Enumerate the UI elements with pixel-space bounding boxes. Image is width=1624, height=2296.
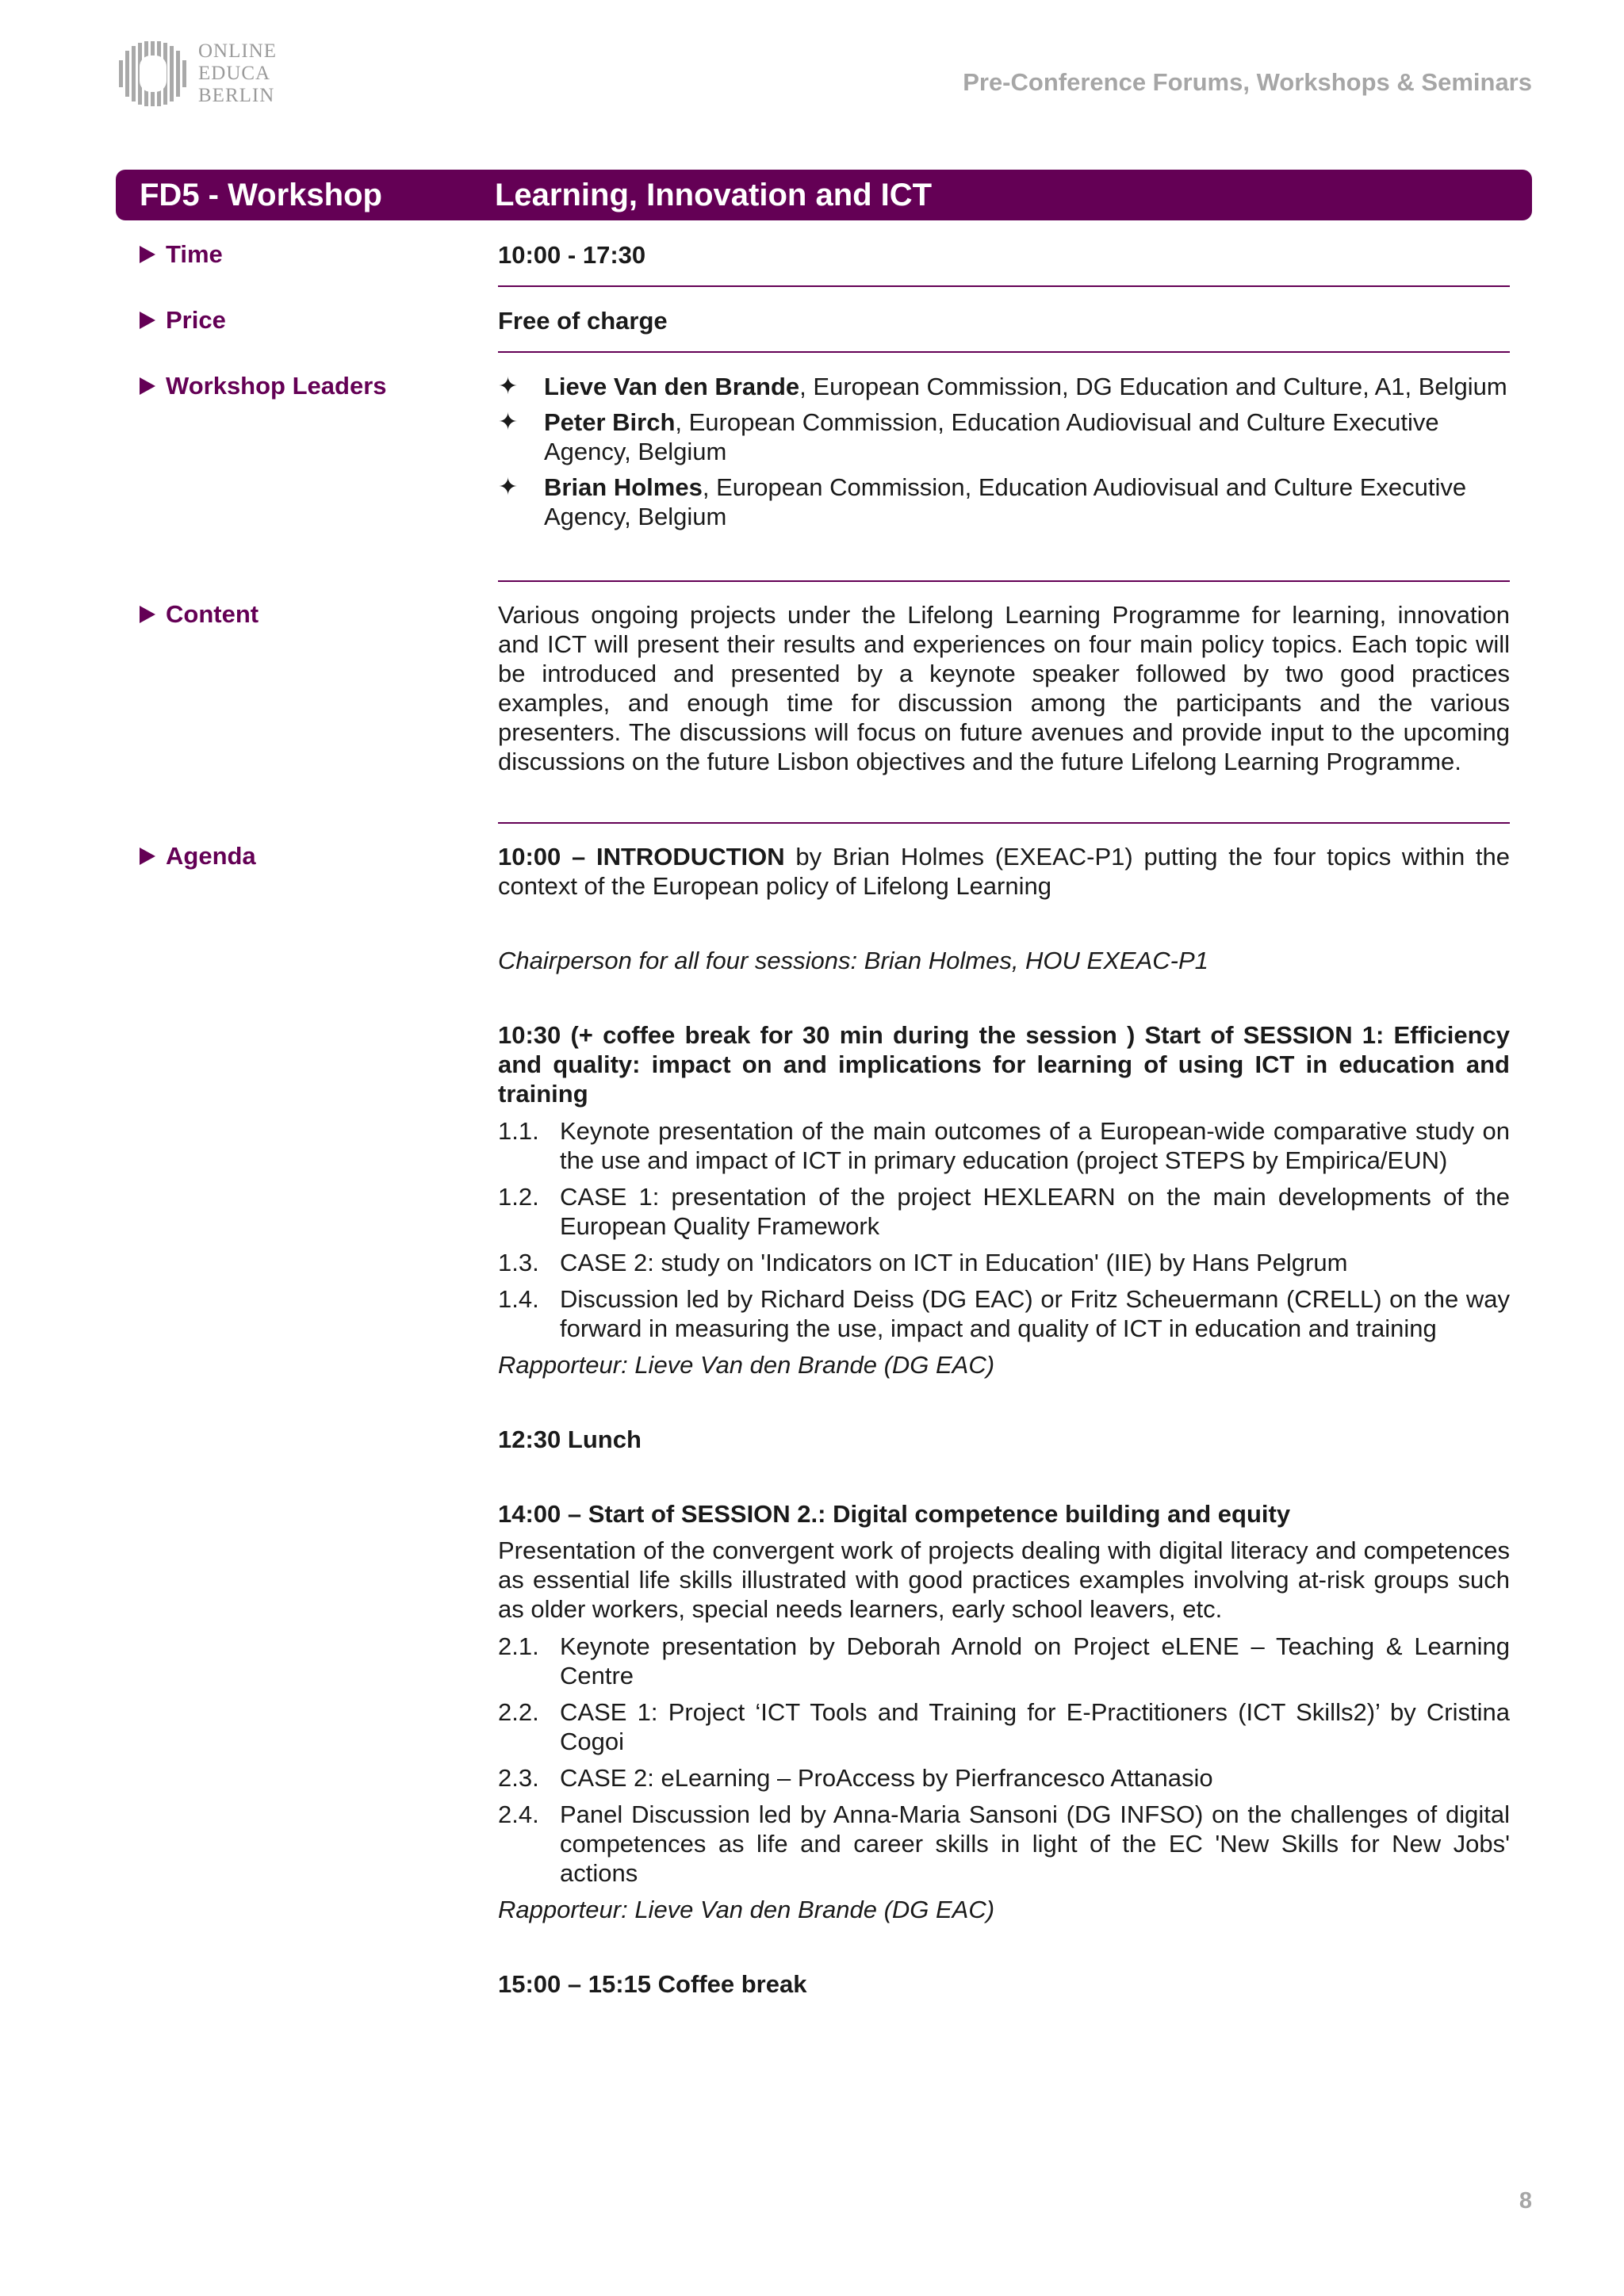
logo: [116, 40, 277, 108]
item-text: Discussion led by Richard Deiss (DG EAC) or Fritz Scheuermann (CRELL) on the way forward in measuring the use, impact and quality of ICT in education and training: [560, 1285, 1510, 1342]
item-number: 2.2.: [498, 1698, 539, 1726]
workshop-code: FD5 - Workshop: [140, 178, 382, 212]
plus-bullet-icon: ✦: [498, 474, 519, 500]
session1-rapporteur: Rapporteur: Lieve Van den Brande (DG EAC): [498, 1351, 995, 1379]
title-bar: [116, 170, 1532, 220]
agenda-item: [498, 1800, 1510, 1888]
item-number: 2.4.: [498, 1800, 539, 1828]
agenda-body: [498, 842, 1510, 1999]
plus-bullet-icon: ✦: [498, 409, 519, 435]
item-number: 1.3.: [498, 1249, 539, 1276]
item-text: Keynote presentation of the main outcomes of a European-wide comparative study on the use and impact of ICT in primary education (project STEPS by Empirica/EUN): [560, 1117, 1510, 1174]
time-label-text: Time: [166, 240, 223, 268]
item-text: CASE 1: presentation of the project HEXLEARN on the main developments of the European Quality Framework: [560, 1183, 1510, 1240]
agenda-item: [498, 1116, 1510, 1175]
divider: [498, 822, 1510, 824]
agenda-chairperson: Chairperson for all four sessions: Brian Holmes, HOU EXEAC-P1: [498, 947, 1208, 974]
agenda-label: [140, 842, 256, 871]
price-label: [140, 306, 226, 335]
leader-name: Peter Birch: [544, 408, 676, 436]
session2-rapporteur: Rapporteur: Lieve Van den Brande (DG EAC): [498, 1896, 995, 1923]
time-label: [140, 240, 223, 269]
agenda-item: [498, 1697, 1510, 1756]
workshop-title: Learning, Innovation and ICT: [495, 178, 933, 212]
agenda-item: [498, 1763, 1510, 1793]
item-text: Keynote presentation by Deborah Arnold on Project eLENE – Teaching & Learning Centre: [560, 1632, 1510, 1689]
content-text: Various ongoing projects under the Lifelong Learning Programme for learning, innovation and ICT will present their results and experiences on four main policy topics. Each topic will be introduced and presented by a keynote speaker followed by two good practices examples, and enough time for discussion among the participants and the various presenters. The discussions will focus on future avenues and provide input to the upcoming discussions on the future Lisbon objectives and the future Lifelong Learning Programme.: [498, 601, 1510, 775]
item-text: CASE 1: Project ‘ICT Tools and Training for E-Practitioners (ICT Skills2)’ by Cristina Cogoi: [560, 1698, 1510, 1755]
leader-affiliation: , European Commission, Education Audiovisual and Culture Executive Agency, Belgium: [544, 473, 1467, 530]
agenda-item: [498, 1182, 1510, 1241]
triangle-bullet-icon: [140, 312, 155, 329]
session1-heading: 10:30 (+ coffee break for 30 min during the session ) Start of SESSION 1: Efficiency and quality: impact on and implications for learning of using ICT in education and training: [498, 1021, 1510, 1108]
divider: [498, 580, 1510, 582]
agenda-intro-time: 10:00 – INTRODUCTION: [498, 843, 785, 871]
item-text: CASE 2: study on 'Indicators on ICT in Education' (IIE) by Hans Pelgrum: [560, 1249, 1348, 1276]
logo-line-2: EDUCA: [198, 63, 271, 84]
running-header: Pre-Conference Forums, Workshops & Seminars: [963, 68, 1532, 96]
agenda-item: [498, 1632, 1510, 1690]
leader-item: [498, 473, 1510, 531]
triangle-bullet-icon: [140, 606, 155, 623]
triangle-bullet-icon: [140, 246, 155, 263]
session2-intro: Presentation of the convergent work of projects dealing with digital literacy and competences as essential life skills illustrated with good practices examples involving at-risk groups such as older workers, special needs learners, early school leavers, etc.: [498, 1536, 1510, 1623]
item-number: 1.4.: [498, 1285, 539, 1313]
item-number: 2.1.: [498, 1632, 539, 1660]
item-number: 2.3.: [498, 1764, 539, 1792]
price-value: Free of charge: [498, 307, 668, 335]
logo-line-3: BERLIN: [198, 85, 275, 106]
item-text: CASE 2: eLearning – ProAccess by Pierfrancesco Attanasio: [560, 1764, 1213, 1792]
price-label-text: Price: [166, 306, 226, 334]
leaders-label: [140, 372, 387, 400]
logo-text: [198, 40, 277, 107]
logo-line-1: ONLINE: [198, 40, 278, 62]
session2-heading: 14:00 – Start of SESSION 2.: Digital competence building and equity: [498, 1500, 1291, 1528]
leaders-list: [498, 372, 1510, 538]
plus-bullet-icon: ✦: [498, 373, 519, 400]
time-value: 10:00 - 17:30: [498, 241, 646, 269]
leaders-label-text: Workshop Leaders: [166, 372, 387, 400]
agenda-intro-text: by Brian Holmes (EXEAC-P1) putting the four topics within the context of the European policy of Lifelong Learning: [498, 843, 1511, 900]
content-label-text: Content: [166, 600, 259, 628]
divider: [498, 351, 1510, 353]
leader-affiliation: , European Commission, DG Education and Culture, A1, Belgium: [799, 373, 1507, 400]
leader-item: [498, 372, 1510, 401]
triangle-bullet-icon: [140, 377, 155, 395]
divider: [498, 285, 1510, 287]
logo-mark-icon: [116, 40, 190, 108]
triangle-bullet-icon: [140, 848, 155, 865]
coffee-break: 15:00 – 15:15 Coffee break: [498, 1970, 807, 1998]
agenda-label-text: Agenda: [166, 842, 256, 870]
leader-affiliation: , European Commission, Education Audiovisual and Culture Executive Agency, Belgium: [544, 408, 1439, 465]
lunch-break: 12:30 Lunch: [498, 1425, 642, 1453]
agenda-item: [498, 1248, 1510, 1277]
session1-list: [498, 1116, 1510, 1343]
session2-list: [498, 1632, 1510, 1888]
page-number: 8: [1519, 2188, 1532, 2214]
leader-name: Brian Holmes: [544, 473, 703, 501]
leader-item: [498, 408, 1510, 466]
agenda-item: [498, 1284, 1510, 1343]
agenda-intro: [498, 842, 1510, 901]
item-number: 1.1.: [498, 1117, 539, 1145]
item-text: Panel Discussion led by Anna-Maria Sansoni (DG INFSO) on the challenges of digital competences as life and career skills in light of the EC 'New Skills for New Jobs' actions: [560, 1800, 1510, 1887]
item-number: 1.2.: [498, 1183, 539, 1211]
leader-name: Lieve Van den Brande: [544, 373, 800, 400]
content-label: [140, 600, 259, 629]
